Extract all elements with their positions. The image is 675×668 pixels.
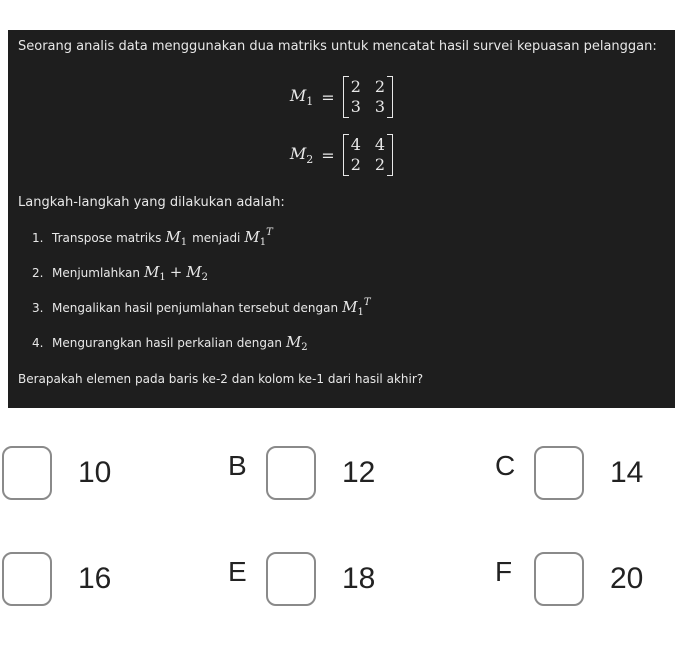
matrix-cell: 4 [350, 135, 361, 154]
option-checkbox[interactable] [2, 446, 52, 500]
option-value: 20 [610, 562, 644, 595]
matrix-m2-values [343, 134, 393, 176]
option-20[interactable] [534, 552, 643, 606]
matrix-cell: 4 [374, 135, 386, 154]
question-panel [8, 30, 675, 408]
steps-heading: Langkah-langkah yang dilakukan adalah: [18, 195, 285, 210]
option-checkbox[interactable] [534, 552, 584, 606]
question-closing: Berapakah elemen pada baris ke-2 dan kolom ke-1 dari hasil akhir? [18, 372, 424, 386]
step-item: 2. Menjumlahkan $M_1 + M_2$ [32, 262, 209, 283]
matrix-m1-values [343, 76, 393, 118]
option-value: 16 [78, 562, 112, 595]
math-expression: $M_1$ [165, 227, 188, 248]
option-18[interactable] [266, 552, 375, 606]
option-checkbox[interactable] [534, 446, 584, 500]
math-expression: $M_1^T$ [342, 297, 371, 318]
equals-sign: = [321, 145, 335, 165]
option-checkbox[interactable] [266, 446, 316, 500]
step-item: 1. Transpose matriks $M_1$ menjadi $M_1^T$ [32, 227, 273, 248]
matrix-m2 [18, 128, 665, 182]
step-item: 4. Mengurangkan hasil perkalian dengan $M_2$ [32, 332, 308, 353]
option-value: 10 [78, 456, 112, 489]
matrix-cell: 2 [374, 155, 386, 174]
math-expression: $M_1^T$ [244, 227, 273, 248]
matrix-m2-label: $M_2$ [289, 143, 314, 167]
option-checkbox[interactable] [266, 552, 316, 606]
question-intro: Seorang analis data menggunakan dua matriks untuk mencatat hasil survei kepuasan pelanggan: [18, 39, 657, 54]
option-letter: C [495, 450, 516, 481]
option-14[interactable] [534, 446, 643, 500]
matrix-cell: 3 [350, 97, 361, 116]
option-value: 18 [342, 562, 376, 595]
math-expression: $M_2$ [285, 332, 308, 353]
option-16[interactable] [2, 552, 111, 606]
matrix-cell: 2 [350, 77, 361, 96]
equals-sign: = [321, 87, 335, 107]
matrix-cell: 3 [374, 97, 386, 116]
option-value: 14 [610, 456, 644, 489]
matrix-cell: 2 [350, 155, 361, 174]
option-letter: F [495, 556, 513, 587]
matrix-m1 [18, 70, 665, 124]
matrix-cell: 2 [374, 77, 386, 96]
step-item: 3. Mengalikan hasil penjumlahan tersebut dengan $M_1^T$ [32, 297, 371, 318]
option-letter: B [228, 450, 247, 481]
matrix-m1-label: $M_1$ [289, 85, 314, 109]
option-checkbox[interactable] [2, 552, 52, 606]
option-letter: E [228, 556, 247, 587]
option-value: 12 [342, 456, 376, 489]
option-12[interactable] [266, 446, 375, 500]
steps-list [18, 220, 665, 360]
option-10[interactable] [2, 446, 111, 500]
math-expression: $M_1 + M_2$ [143, 262, 209, 283]
